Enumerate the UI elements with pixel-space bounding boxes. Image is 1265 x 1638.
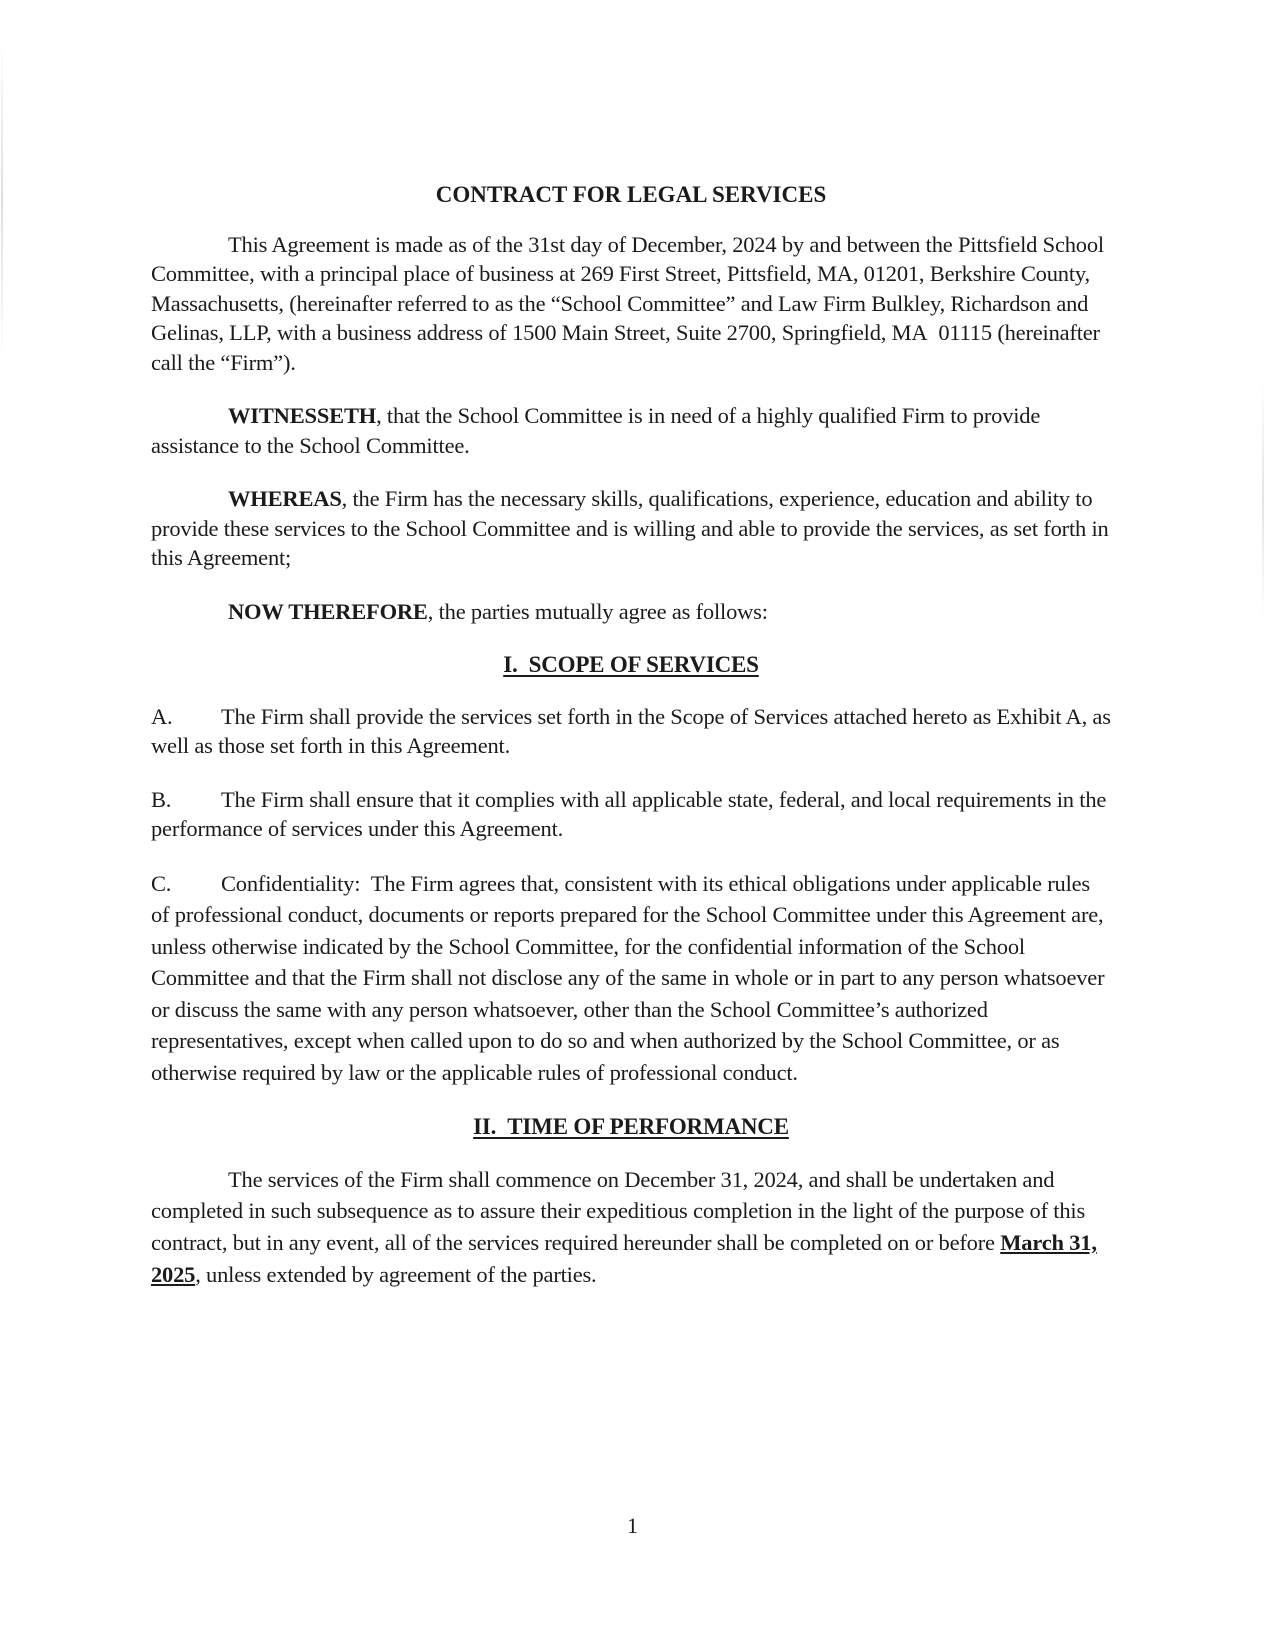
performance-text-before: The services of the Firm shall commence on December 31, 2024, and shall be undertaken and completed in such subsequence as to assure their expeditious completion in the light of the purpose of this contract, but in any event, all of the services required hereunder shall be completed on or before	[151, 1166, 1086, 1256]
time-of-performance-paragraph	[151, 1164, 1111, 1291]
whereas-text: , the Firm has the necessary skills, qualifications, experience, education and ability to provide these services to the School Committee and is willing and able to provide the services, as set forth in this Agreement;	[151, 486, 1109, 570]
whereas-lead: WHEREAS	[228, 486, 342, 511]
clause-a	[151, 702, 1111, 761]
clause-text: The Firm shall provide the services set forth in the Scope of Services attached hereto as Exhibit A, as well as those set forth in this Agreement.	[151, 703, 1111, 758]
now-therefore-text: , the parties mutually agree as follows:	[427, 598, 768, 624]
clause-c-confidentiality	[151, 868, 1111, 1089]
document-title: CONTRACT FOR LEGAL SERVICES	[435, 182, 827, 207]
whereas-paragraph	[151, 484, 1111, 573]
now-therefore-lead: NOW THEREFORE	[228, 598, 428, 624]
clause-letter: B.	[151, 786, 172, 812]
clause-b	[151, 785, 1111, 844]
page-number: 1	[627, 1513, 638, 1538]
scan-edge-artifact-left	[1, 40, 3, 360]
witnesseth-lead: WITNESSETH	[228, 403, 377, 428]
witnesseth-text: , that the School Committee is in need of a highly qualified Firm to provide assistance to the School Committee.	[151, 403, 1041, 458]
contract-page	[151, 180, 1111, 1291]
witnesseth-paragraph	[151, 401, 1111, 460]
section-heading-time-of-performance: II. TIME OF PERFORMANCE	[473, 1114, 789, 1139]
performance-text-after: , unless extended by agreement of the parties.	[195, 1261, 597, 1287]
clause-letter: A.	[151, 703, 173, 729]
now-therefore-paragraph	[151, 597, 1111, 627]
intro-paragraph: This Agreement is made as of the 31st day of December, 2024 by and between the Pittsfield School Committee, with a principal place of business at 269 First Street, Pittsfield, MA, 01201, Berkshire County, Massachusetts, (hereinafter referred to as the “School Committee” and Law Firm Bulkley, Richardson and Gelinas, LLP, with a business address of 1500 Main Street, Suite 2700, Springfield, MA 01115 (hereinafter call the “Firm”).	[151, 231, 1104, 375]
clause-letter: C.	[151, 870, 172, 896]
clause-text: Confidentiality: The Firm agrees that, consistent with its ethical obligations under applicable rules of professional conduct, documents or reports prepared for the School Committee under this Agreement are, unless otherwise indicated by the School Committee, for the confidential information of the School Committee and that the Firm shall not disclose any of the same in whole or in part to any person whatsoever or discuss the same with any person whatsoever, other than the School Committee’s authorized representatives, except when called upon to do so and when authorized by the School Committee, or as otherwise required by law or the applicable rules of professional conduct.	[151, 870, 1105, 1085]
completion-deadline: March 31, 2025	[151, 1230, 1097, 1287]
section-heading-scope-of-services: I. SCOPE OF SERVICES	[503, 652, 759, 677]
scan-edge-artifact-right	[1262, 380, 1264, 620]
clause-text: The Firm shall ensure that it complies with all applicable state, federal, and local requirements in the performance of services under this Agreement.	[151, 786, 1107, 841]
